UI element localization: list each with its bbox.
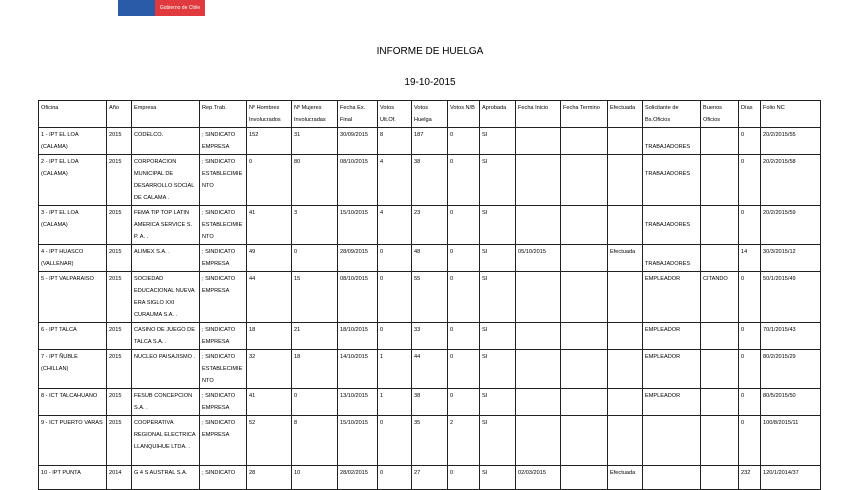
table-row bbox=[39, 416, 821, 466]
table-row bbox=[39, 206, 821, 245]
table-cell: 41 bbox=[247, 206, 292, 245]
table-row bbox=[39, 350, 821, 389]
table-cell: 0 bbox=[448, 323, 480, 350]
table-cell: 6 - IPT TALCA bbox=[39, 323, 107, 350]
gobierno-de-chile-logo bbox=[118, 0, 205, 16]
table-cell bbox=[516, 416, 561, 466]
table-cell bbox=[701, 323, 739, 350]
table-cell: ; SINDICATO EMPRESA bbox=[200, 245, 247, 272]
table-cell: ; SINDICATO EMPRESA bbox=[200, 416, 247, 466]
column-header: Fecha Inicio bbox=[516, 101, 561, 128]
table-cell: 20/2/2015/55 bbox=[761, 128, 821, 155]
table-row bbox=[39, 389, 821, 416]
table-cell: 21 bbox=[292, 323, 338, 350]
table-cell: NUCLEO PAISAJISMO . bbox=[132, 350, 200, 389]
table-cell: 28/02/2015 bbox=[338, 466, 378, 490]
table-cell: 4 - IPT HUASCO (VALLENAR) bbox=[39, 245, 107, 272]
table-cell: 0 bbox=[448, 128, 480, 155]
table-cell bbox=[561, 272, 608, 323]
table-cell: 0 bbox=[739, 350, 761, 389]
table-cell: 0 bbox=[448, 350, 480, 389]
table-cell: 15/10/2015 bbox=[338, 416, 378, 466]
table-cell: 02/03/2015 bbox=[516, 466, 561, 490]
table-cell: SI bbox=[480, 155, 516, 206]
table-cell bbox=[516, 272, 561, 323]
logo-text: Gobierno de Chile bbox=[155, 0, 205, 16]
table-cell: 2 - IPT EL LOA (CALAMA) bbox=[39, 155, 107, 206]
table-cell: SOCIEDAD EDUCACIONAL NUEVA ERA SIGLO XXI CURAUMA S.A. . bbox=[132, 272, 200, 323]
column-header: Votos Ult.Of. bbox=[378, 101, 412, 128]
table-cell: ALIMEX S.A. . bbox=[132, 245, 200, 272]
table-cell: SI bbox=[480, 245, 516, 272]
table-cell: TRABAJADORES bbox=[643, 155, 701, 206]
table-cell: ; SINDICATO EMPRESA bbox=[200, 389, 247, 416]
table-cell bbox=[701, 206, 739, 245]
table-cell bbox=[516, 206, 561, 245]
table-cell: 15/10/2015 bbox=[338, 206, 378, 245]
table-cell: 08/10/2015 bbox=[338, 155, 378, 206]
table-cell: 0 bbox=[448, 245, 480, 272]
table-cell: 2015 bbox=[107, 128, 132, 155]
table-cell bbox=[561, 245, 608, 272]
column-header: Folio NC bbox=[761, 101, 821, 128]
table-cell: ; SINDICATO EMPRESA bbox=[200, 323, 247, 350]
table-cell: FESUB CONCEPCION S.A. . bbox=[132, 389, 200, 416]
table-cell bbox=[608, 350, 643, 389]
table-cell: SI bbox=[480, 350, 516, 389]
table-cell: SI bbox=[480, 272, 516, 323]
table-cell bbox=[561, 389, 608, 416]
table-cell: 0 bbox=[378, 323, 412, 350]
table-cell: 2015 bbox=[107, 245, 132, 272]
table-cell: 15 bbox=[292, 272, 338, 323]
table-cell bbox=[561, 466, 608, 490]
table-cell: 2015 bbox=[107, 350, 132, 389]
table-cell: 80/5/2015/50 bbox=[761, 389, 821, 416]
table-cell: 0 bbox=[448, 389, 480, 416]
table-cell: COOPERATIVA REGIONAL ELECTRICA LLANQUIHUE LTDA. . bbox=[132, 416, 200, 466]
table-cell: 44 bbox=[412, 350, 448, 389]
table-cell: 13/10/2015 bbox=[338, 389, 378, 416]
column-header: Solicitante de Bs.Oficios bbox=[643, 101, 701, 128]
table-cell: 0 bbox=[448, 272, 480, 323]
table-cell: TRABAJADORES bbox=[643, 206, 701, 245]
table-cell: 28 bbox=[247, 466, 292, 490]
table-header-row bbox=[39, 101, 821, 128]
table-cell: 2015 bbox=[107, 272, 132, 323]
table-cell: 20/2/2015/58 bbox=[761, 155, 821, 206]
table-cell: 0 bbox=[448, 466, 480, 490]
table-cell bbox=[608, 323, 643, 350]
table-cell: 32 bbox=[247, 350, 292, 389]
table-cell: 10 - IPT PUNTA bbox=[39, 466, 107, 490]
table-cell bbox=[701, 466, 739, 490]
table-cell: 10 bbox=[292, 466, 338, 490]
table-cell: 18 bbox=[247, 323, 292, 350]
table-cell bbox=[516, 128, 561, 155]
table-cell: 0 bbox=[292, 245, 338, 272]
table-cell: 80 bbox=[292, 155, 338, 206]
table-cell: 1 bbox=[378, 389, 412, 416]
table-cell: 50/1/2015/49 bbox=[761, 272, 821, 323]
table-cell: ; SINDICATO EMPRESA bbox=[200, 128, 247, 155]
table-cell: 232 bbox=[739, 466, 761, 490]
table-cell bbox=[701, 389, 739, 416]
table-cell: G 4 S AUSTRAL S.A. bbox=[132, 466, 200, 490]
table-cell: 3 - IPT EL LOA (CALAMA) bbox=[39, 206, 107, 245]
column-header: Aprobada bbox=[480, 101, 516, 128]
table-cell: SI bbox=[480, 128, 516, 155]
table-cell: TRABAJADORES bbox=[643, 128, 701, 155]
table-cell: 18 bbox=[292, 350, 338, 389]
column-header: Buenos Oficios bbox=[701, 101, 739, 128]
table-cell: 30/3/2015/12 bbox=[761, 245, 821, 272]
table-cell: 80/2/2015/29 bbox=[761, 350, 821, 389]
table-cell: 2015 bbox=[107, 206, 132, 245]
table-cell: 8 - ICT TALCAHUANO bbox=[39, 389, 107, 416]
table-row bbox=[39, 272, 821, 323]
table-cell: 38 bbox=[412, 155, 448, 206]
table-cell: TRABAJADORES bbox=[643, 245, 701, 272]
column-header: Fecha Ex. Final bbox=[338, 101, 378, 128]
table-cell: Efectuada bbox=[608, 466, 643, 490]
strike-report-table bbox=[38, 100, 821, 490]
table-cell: SI bbox=[480, 323, 516, 350]
table-cell: 35 bbox=[412, 416, 448, 466]
table-cell: ; SINDICATO bbox=[200, 466, 247, 490]
table-cell: 0 bbox=[378, 466, 412, 490]
column-header: Nº Mujeres Involucradas bbox=[292, 101, 338, 128]
table-cell: 41 bbox=[247, 389, 292, 416]
table-cell: 49 bbox=[247, 245, 292, 272]
column-header: Votos Huelga bbox=[412, 101, 448, 128]
column-header: Empresa bbox=[132, 101, 200, 128]
table-cell bbox=[561, 350, 608, 389]
logo-blue-block bbox=[118, 0, 155, 16]
column-header: Año bbox=[107, 101, 132, 128]
table-cell: EMPLEADOR bbox=[643, 389, 701, 416]
table-cell: 55 bbox=[412, 272, 448, 323]
table-cell: 70/1/2015/43 bbox=[761, 323, 821, 350]
table-cell: SI bbox=[480, 416, 516, 466]
table-cell: CORPORACION MUNICIPAL DE DESARROLLO SOCIAL DE CALAMA . bbox=[132, 155, 200, 206]
table-cell: 4 bbox=[378, 206, 412, 245]
table-cell: ; SINDICATO ESTABLECIMIENTO bbox=[200, 206, 247, 245]
table-cell: SI bbox=[480, 206, 516, 245]
table-cell: 27 bbox=[412, 466, 448, 490]
table-cell bbox=[516, 323, 561, 350]
table-cell bbox=[643, 466, 701, 490]
table-row bbox=[39, 245, 821, 272]
table-cell: 152 bbox=[247, 128, 292, 155]
table-cell: 0 bbox=[448, 155, 480, 206]
table-cell: CODELCO. bbox=[132, 128, 200, 155]
column-header: Nº Hombres Involucrados bbox=[247, 101, 292, 128]
table-row bbox=[39, 128, 821, 155]
column-header: Rep.Trab. bbox=[200, 101, 247, 128]
table-cell: 4 bbox=[378, 155, 412, 206]
table-cell: 8 bbox=[292, 416, 338, 466]
table-cell: FEMA TIP TOP LATIN AMERICA SERVICE S. P. A. . bbox=[132, 206, 200, 245]
table-cell bbox=[608, 155, 643, 206]
table-cell bbox=[701, 128, 739, 155]
table-cell: 0 bbox=[378, 416, 412, 466]
table-cell: 120/1/2014/37 bbox=[761, 466, 821, 490]
table-cell: 44 bbox=[247, 272, 292, 323]
table-cell: 7 - IPT ÑUBLE (CHILLAN) bbox=[39, 350, 107, 389]
table-cell: 2015 bbox=[107, 155, 132, 206]
table-cell: 38 bbox=[412, 389, 448, 416]
table-cell: 52 bbox=[247, 416, 292, 466]
table-cell: 5 - IPT VALPARAISO bbox=[39, 272, 107, 323]
table-cell: 0 bbox=[448, 206, 480, 245]
table-cell: 0 bbox=[292, 389, 338, 416]
table-cell bbox=[561, 206, 608, 245]
table-cell: 20/2/2015/59 bbox=[761, 206, 821, 245]
table-cell bbox=[701, 350, 739, 389]
table-cell: 31 bbox=[292, 128, 338, 155]
table-cell bbox=[608, 416, 643, 466]
table-cell: 9 - ICT PUERTO VARAS bbox=[39, 416, 107, 466]
column-header: Votos N/B bbox=[448, 101, 480, 128]
table-cell: EMPLEADOR bbox=[643, 272, 701, 323]
table-cell: SI bbox=[480, 466, 516, 490]
column-header: Efectuada bbox=[608, 101, 643, 128]
table-cell: Efectuada bbox=[608, 245, 643, 272]
table-cell: 1 - IPT EL LOA (CALAMA) bbox=[39, 128, 107, 155]
table-cell: 8 bbox=[378, 128, 412, 155]
table-cell: ; SINDICATO EMPRESA bbox=[200, 272, 247, 323]
table-cell bbox=[701, 245, 739, 272]
table-cell bbox=[608, 128, 643, 155]
table-cell: 0 bbox=[378, 245, 412, 272]
table-cell bbox=[561, 416, 608, 466]
table-cell bbox=[561, 128, 608, 155]
report-title: INFORME DE HUELGA bbox=[376, 46, 484, 57]
table-cell: 100/8/2015/11 bbox=[761, 416, 821, 466]
table-cell: 14 bbox=[739, 245, 761, 272]
table-cell: 0 bbox=[739, 206, 761, 245]
table-cell: ; SINDICATO ESTABLECIMIENTO bbox=[200, 350, 247, 389]
table-cell bbox=[516, 389, 561, 416]
table-row bbox=[39, 323, 821, 350]
table-cell: 3 bbox=[292, 206, 338, 245]
table-cell: 2015 bbox=[107, 416, 132, 466]
table-cell bbox=[701, 416, 739, 466]
table-cell: 2014 bbox=[107, 466, 132, 490]
table-cell bbox=[516, 155, 561, 206]
table-cell bbox=[561, 155, 608, 206]
table-cell: 14/10/2015 bbox=[338, 350, 378, 389]
table-cell: 0 bbox=[378, 272, 412, 323]
table-cell: 0 bbox=[739, 416, 761, 466]
table-cell: EMPLEADOR bbox=[643, 323, 701, 350]
table-cell: 187 bbox=[412, 128, 448, 155]
table-cell: 28/09/2015 bbox=[338, 245, 378, 272]
table-cell bbox=[561, 323, 608, 350]
column-header: Fecha Termino bbox=[561, 101, 608, 128]
table-cell: 30/09/2015 bbox=[338, 128, 378, 155]
table-cell: 0 bbox=[739, 272, 761, 323]
table-cell bbox=[608, 272, 643, 323]
table-cell bbox=[516, 350, 561, 389]
table-cell: SI bbox=[480, 389, 516, 416]
column-header: Oficina bbox=[39, 101, 107, 128]
table-cell: 2 bbox=[448, 416, 480, 466]
table-row bbox=[39, 466, 821, 490]
table-cell: EMPLEADOR bbox=[643, 350, 701, 389]
table-cell: 23 bbox=[412, 206, 448, 245]
table-row bbox=[39, 155, 821, 206]
table-cell: 0 bbox=[739, 389, 761, 416]
table-cell: 0 bbox=[739, 128, 761, 155]
table-cell bbox=[643, 416, 701, 466]
report-date: 19-10-2015 bbox=[404, 77, 456, 88]
table-cell: CASINO DE JUEGO DE TALCA S.A. . bbox=[132, 323, 200, 350]
column-header: Días bbox=[739, 101, 761, 128]
table-cell: 2015 bbox=[107, 323, 132, 350]
table-cell bbox=[608, 206, 643, 245]
table-cell: 0 bbox=[739, 323, 761, 350]
table-cell bbox=[701, 155, 739, 206]
table-cell: 1 bbox=[378, 350, 412, 389]
table-cell: CITANDO bbox=[701, 272, 739, 323]
table-cell: 05/10/2015 bbox=[516, 245, 561, 272]
table-cell bbox=[608, 389, 643, 416]
table-cell: 08/10/2015 bbox=[338, 272, 378, 323]
table-cell: 18/10/2015 bbox=[338, 323, 378, 350]
table-cell: 33 bbox=[412, 323, 448, 350]
table-cell: 2015 bbox=[107, 389, 132, 416]
table-cell: 0 bbox=[247, 155, 292, 206]
table-cell: 0 bbox=[739, 155, 761, 206]
table-cell: 48 bbox=[412, 245, 448, 272]
table-cell: ; SINDICATO ESTABLECIMIENTO bbox=[200, 155, 247, 206]
